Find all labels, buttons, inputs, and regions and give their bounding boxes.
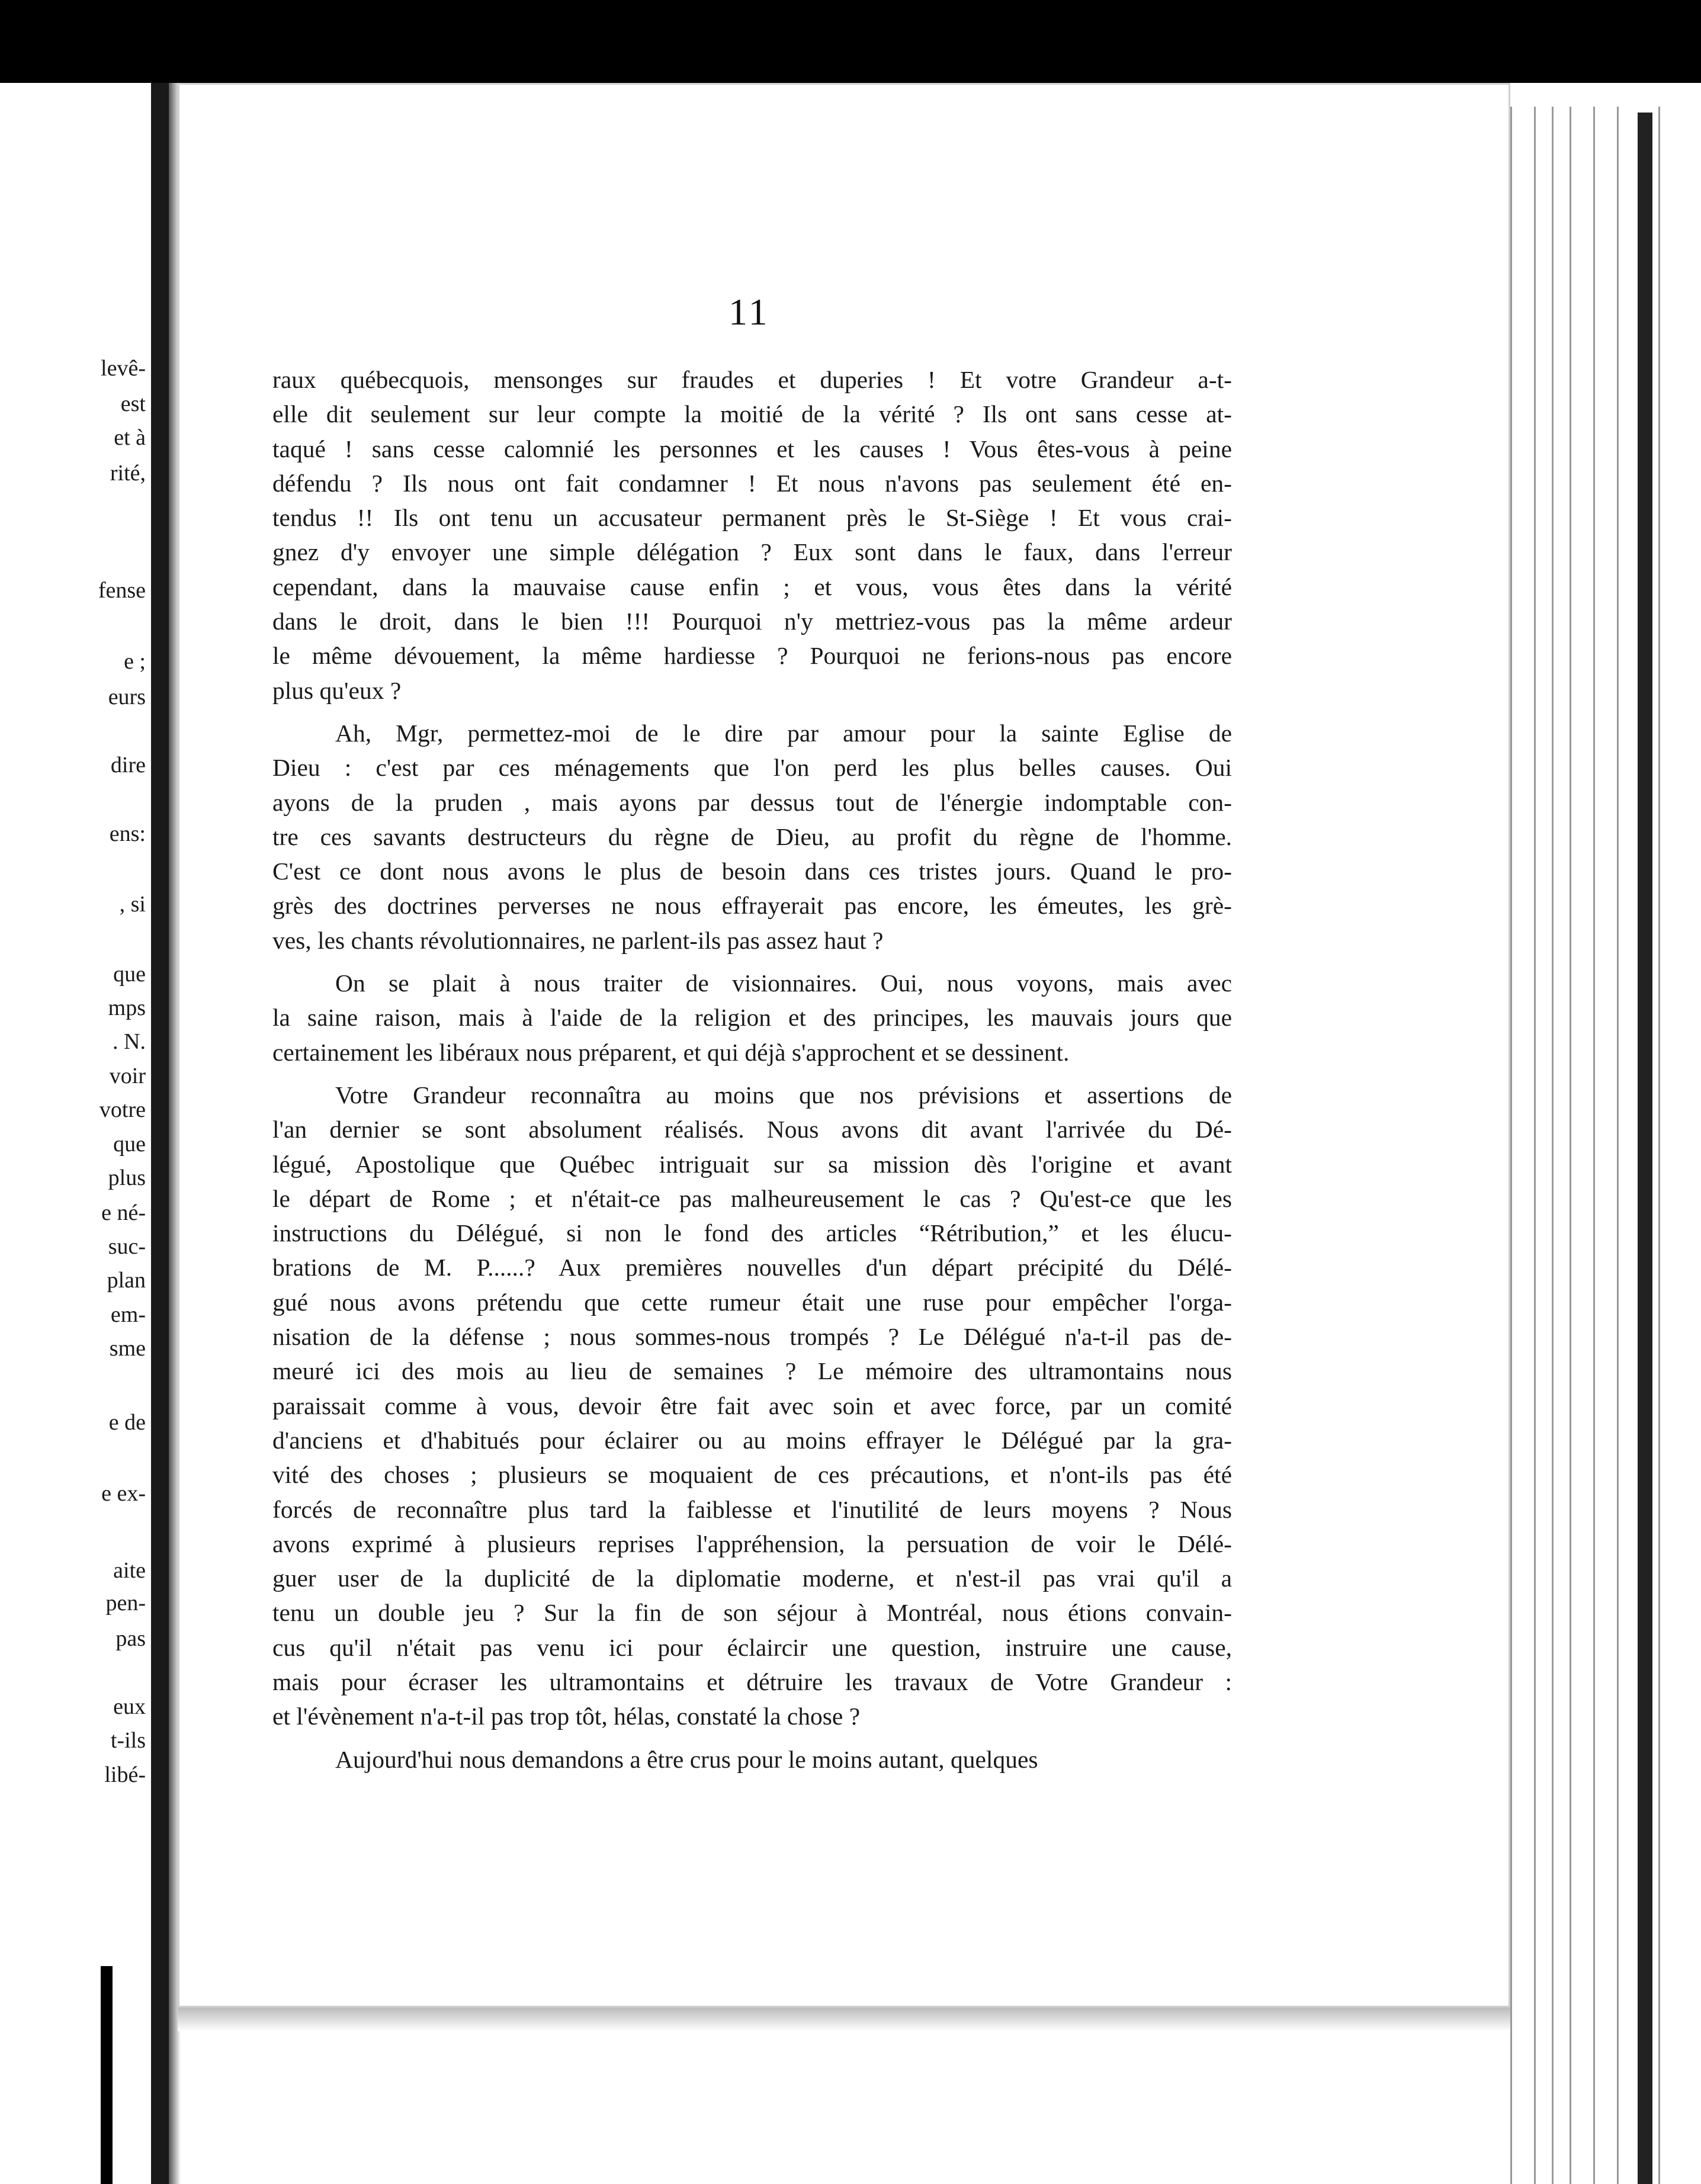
facing-page-text-fragment: mps (108, 995, 146, 1020)
text-line: et l'évènement n'a-t-il pas trop tôt, hélas, constaté la chose ? (272, 1703, 861, 1730)
text-line: ves, les chants révolutionnaires, ne parlent-ils pas assez haut ? (272, 926, 884, 954)
text-line: avons exprimé à plusieurs reprises l'appréhension, la persuation de voir le Délé- (272, 1530, 1232, 1557)
text-line: vité des choses ; plusieurs se moquaient de ces précautions, et n'ont-ils pas été (272, 1461, 1232, 1489)
text-line: paraissait comme à vous, devoir être fait avec soin et avec force, par un comité (272, 1392, 1232, 1419)
paragraph-gap (272, 958, 1232, 966)
text-line: tendus !! Ils ont tenu un accusateur permanent près le St-Siège ! Et vous crai- (272, 504, 1232, 532)
text-line: certainement les libéraux nous préparent, et qui déjà s'approchent et se dessinent. (272, 1038, 1070, 1066)
paragraph-gap (272, 708, 1232, 716)
facing-page-text-fragment: et à (114, 425, 146, 450)
paragraph (272, 362, 1232, 708)
facing-page-text-fragment: suc- (108, 1234, 146, 1259)
paragraph (272, 966, 1232, 1069)
facing-page-text-fragment: que (113, 962, 146, 987)
facing-page-text-fragment: eux (113, 1694, 146, 1719)
text-line: Aujourd'hui nous demandons a être crus pour le moins autant, quelques (335, 1745, 1038, 1773)
page-bottom-shadow (178, 2008, 1510, 2031)
text-line: l'an dernier se sont absolument réalisés. Nous avons dit avant l'arrivée du Dé- (272, 1116, 1232, 1144)
paragraph (272, 1742, 1232, 1777)
paragraph-gap (272, 1734, 1232, 1742)
facing-page-text-fragment: levê- (101, 356, 146, 381)
text-line: C'est ce dont nous avons le plus de besoin dans ces tristes jours. Quand le pro- (272, 857, 1232, 885)
text-line: la saine raison, mais à l'aide de la religion et des principes, les mauvais jours que (272, 1004, 1232, 1032)
text-line: d'anciens et d'habitués pour éclairer ou au moins effrayer le Délégué par la gra- (272, 1426, 1232, 1454)
facing-page-text-fragment: voir (109, 1064, 146, 1088)
text-line: raux québecquois, mensonges sur fraudes et duperies ! Et votre Grandeur a-t- (272, 366, 1232, 393)
book-spine (151, 83, 169, 2184)
text-line: nisation de la défense ; nous sommes-nous trompés ? Le Délégué n'a-t-il pas de- (272, 1323, 1232, 1351)
facing-page-text-fragment: e né- (101, 1200, 146, 1225)
text-line: tre ces savants destructeurs du règne de Dieu, au profit du règne de l'homme. (272, 823, 1232, 850)
facing-page-text-fragment: em- (110, 1302, 146, 1327)
text-line: gué nous avons prétendu que cette rumeur était une ruse pour empêcher l'orga- (272, 1288, 1232, 1316)
text-line: forcés de reconnaître plus tard la faiblesse et l'inutilité de leurs moyens ? Nous (272, 1495, 1232, 1523)
text-line: elle dit seulement sur leur compte la moitié de la vérité ? Ils ont sans cesse at- (272, 400, 1232, 428)
text-line: cus qu'il n'était pas venu ici pour éclaircir une question, instruire une cause, (272, 1633, 1232, 1661)
facing-page-text-fragment: sme (109, 1336, 146, 1361)
facing-page-text-fragment: t-ils (110, 1728, 146, 1753)
facing-page-text-fragment: pen- (105, 1591, 146, 1615)
facing-page-text-fragment: votre (99, 1097, 146, 1122)
facing-page-text-fragment: rité, (110, 461, 146, 486)
facing-page-text-fragment: est (120, 391, 146, 416)
scan-artifact (101, 1966, 113, 2184)
text-line: instructions du Délégué, si non le fond des articles “Rétribution,” et les élucu- (272, 1219, 1232, 1247)
text-line: Dieu : c'est par ces ménagements que l'on perd les plus belles causes. Oui (272, 754, 1232, 782)
text-line: meuré ici des mois au lieu de semaines ? Le mémoire des ultramontains nous (272, 1357, 1232, 1385)
facing-page-text-fragment: e de (108, 1410, 146, 1435)
stacked-page-edges (1510, 107, 1701, 2184)
text-line: On se plait à nous traiter de visionnaires. Oui, nous voyons, mais avec (335, 969, 1232, 997)
text-line: brations de M. P......? Aux premières nouvelles d'un départ précipité du Délé- (272, 1254, 1232, 1282)
facing-page-text-fragment: que (113, 1132, 146, 1157)
text-line: le même dévouement, la même hardiesse ? Pourquoi ne ferions-nous pas encore (272, 642, 1232, 670)
facing-page-text-fragment: dire (110, 753, 146, 778)
facing-page-text-fragment: plan (107, 1268, 146, 1293)
text-line: le départ de Rome ; et n'était-ce pas malheureusement le cas ? Qu'est-ce que les (272, 1184, 1232, 1212)
facing-page-text-fragment: aite (113, 1558, 146, 1583)
body-text (272, 362, 1232, 1777)
text-line: guer user de la duplicité de la diplomatie moderne, et n'est-il pas vrai qu'il a (272, 1565, 1232, 1592)
text-line: défendu ? Ils nous ont fait condamner ! Et nous n'avons pas seulement été en- (272, 469, 1232, 497)
text-line: grès des doctrines perverses ne nous effrayerait pas encore, les émeutes, les grè- (272, 892, 1232, 920)
facing-page-text-fragment: eurs (108, 685, 146, 709)
facing-page-edge (0, 83, 156, 2184)
text-line: cependant, dans la mauvaise cause enfin ; et vous, vous êtes dans la vérité (272, 573, 1232, 600)
text-line: dans le droit, dans le bien !!! Pourquoi n'y mettriez-vous pas la même ardeur (272, 608, 1232, 635)
paragraph-gap (272, 1069, 1232, 1078)
facing-page-text-fragment: ens: (109, 821, 146, 846)
back-cover-edge (1638, 113, 1652, 2184)
text-line: plus qu'eux ? (272, 676, 402, 704)
text-line: légué, Apostolique que Québec intriguait sur sa mission dès l'origine et avant (272, 1150, 1232, 1178)
text-line: Ah, Mgr, permettez-moi de le dire par amour pour la sainte Eglise de (335, 719, 1232, 747)
facing-page-text-fragment: e ; (124, 649, 146, 674)
facing-page-text-fragment: pas (115, 1626, 146, 1651)
facing-page-text-fragment: , si (119, 892, 146, 917)
text-line: ayons de la pruden , mais ayons par dessus tout de l'énergie indomptable con- (272, 788, 1232, 816)
page-number: 11 (728, 291, 770, 333)
text-line: gnez d'y envoyer une simple délégation ? Eux sont dans le faux, dans l'erreur (272, 538, 1232, 566)
facing-page-text-fragment: . N. (113, 1029, 146, 1054)
text-line: Votre Grandeur reconnaîtra au moins que nos prévisions et assertions de (335, 1081, 1232, 1109)
facing-page-text-fragment: e ex- (101, 1481, 146, 1506)
paragraph (272, 716, 1232, 958)
text-line: taqué ! sans cesse calomnié les personnes et les causes ! Vous êtes-vous à peine (272, 435, 1232, 463)
facing-page-text-fragment: libé- (104, 1762, 146, 1787)
paragraph (272, 1078, 1232, 1734)
scan-black-border (0, 0, 1701, 83)
text-line: tenu un double jeu ? Sur la fin de son séjour à Montréal, nous étions convain- (272, 1599, 1232, 1627)
text-line: mais pour écraser les ultramontains et détruire les travaux de Votre Grandeur : (272, 1668, 1232, 1695)
facing-page-text-fragment: plus (108, 1165, 146, 1190)
facing-page-text-fragment: fense (98, 578, 146, 603)
